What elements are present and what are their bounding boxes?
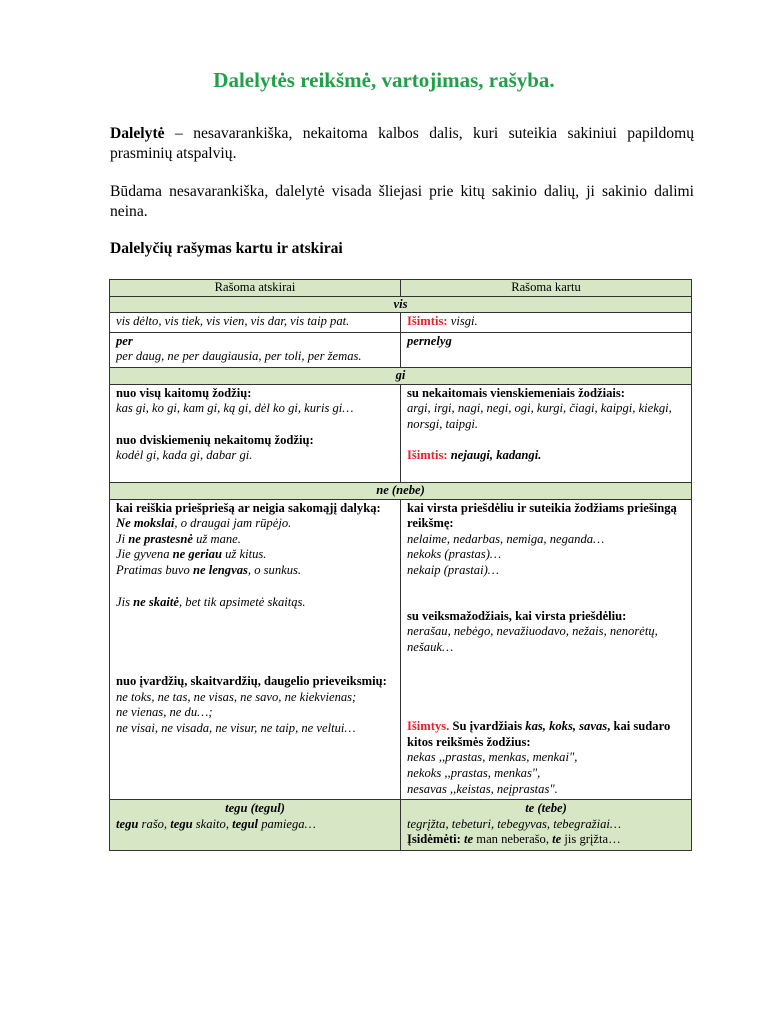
rule-heading: su nekaitomais vienskiemeniais žodžiais:	[407, 385, 625, 400]
vis-together-cell	[401, 313, 692, 333]
example-text: jis grįžta…	[561, 832, 621, 847]
example-emphasis: ne prastesnė	[128, 531, 193, 546]
section-label-tegu: tegu (tegul)	[225, 801, 285, 816]
per-label: per	[116, 333, 133, 348]
remember-line	[407, 832, 685, 848]
page-title: Dalelytės reikšmė, vartojimas, rašyba.	[213, 68, 555, 92]
example-emphasis: ne lengvas	[192, 562, 248, 577]
spacer	[407, 432, 685, 448]
spacer	[116, 464, 394, 480]
example-text: pamiega…	[258, 816, 316, 831]
example-line	[116, 817, 394, 833]
table-row	[110, 384, 692, 482]
example-emphasis: tegu	[116, 816, 139, 831]
rule-examples: argi, irgi, nagi, negi, ogi, kurgi, čiagi, kaipgi, kiekgi, norsgi, taipgi.	[407, 401, 672, 431]
te-cell	[401, 800, 692, 851]
exception-heading	[407, 719, 685, 750]
gi-separate-cell	[110, 384, 401, 482]
rule-examples: ne visai, ne visada, ne visur, ne taip, ne veltui…	[116, 720, 356, 735]
per-together-cell	[401, 332, 692, 367]
ne-together-cell	[401, 499, 692, 800]
per-separate-cell	[110, 332, 401, 367]
example-text: Jis	[116, 594, 134, 609]
pernelyg-label: pernelyg	[407, 333, 452, 348]
example-emphasis: te	[460, 832, 474, 847]
definition-term: Dalelytė	[110, 125, 165, 142]
example-line	[116, 516, 394, 532]
gi-together-cell	[401, 384, 692, 482]
description-paragraph: Būdama nesavarankiška, dalelytė visada šliejasi prie kitų sakinio dalių, ji sakinio dalimi neina.	[110, 183, 694, 220]
example-text: Jie gyvena	[116, 547, 173, 562]
example-emphasis: ne skaitė	[133, 594, 179, 609]
spacer	[116, 610, 394, 674]
rule-heading: su veiksmažodžiais, kai virsta priešdėliu:	[407, 608, 627, 623]
rule-block	[116, 674, 394, 705]
rule-heading: nuo visų kaitomų žodžių:	[116, 385, 252, 400]
rule-heading: nuo dviskiemenių nekaitomų žodžių:	[116, 432, 314, 447]
table-row	[110, 313, 692, 333]
example-text: už mane.	[192, 531, 241, 546]
rule-heading: kai virsta priešdėliu ir suteikia žodžiams priešingą reikšmę:	[407, 500, 677, 531]
rule-examples: nekoks ,,prastas, menkas",	[407, 766, 541, 781]
rule-heading: kai reiškia priešpriešą ar neigia sakomąjį dalyką:	[116, 500, 381, 515]
section-label-te: te (tebe)	[525, 801, 567, 816]
spacer	[407, 655, 685, 719]
table-row	[110, 499, 692, 800]
column-header-together: Rašoma kartu	[401, 280, 692, 297]
table-row	[110, 332, 692, 367]
example-emphasis: Ne mokslai	[116, 516, 175, 531]
rule-examples: kas gi, ko gi, kam gi, ką gi, dėl ko gi, kuris gi…	[116, 401, 354, 416]
exception-text: nejaugi, kadangi.	[447, 448, 542, 463]
ne-separate-cell	[110, 499, 401, 800]
example-text: Pratimas buvo	[116, 562, 193, 577]
example-text: , o sunkus.	[247, 562, 302, 577]
rule-examples: kodėl gi, kada gi, dabar gi.	[116, 448, 253, 463]
exception-text: , kai sudaro kitos reikšmės žodžius:	[407, 719, 671, 749]
section-heading: Dalelyčių rašymas kartu ir atskirai	[110, 240, 343, 257]
example-text: , bet tik apsimetė skaitąs.	[178, 594, 306, 609]
rule-heading: nuo įvardžių, skaitvardžių, daugelio prieveiksmių:	[116, 674, 387, 689]
exception-line	[407, 448, 685, 464]
rule-examples: ne vienas, ne du…;	[116, 705, 213, 720]
exception-text: Su įvardžiais	[449, 719, 526, 734]
section-row-vis	[110, 296, 692, 313]
example-line	[116, 547, 394, 563]
example-line	[116, 532, 394, 548]
example-emphasis: te	[552, 832, 562, 847]
example-emphasis: tegul	[232, 816, 259, 831]
example-text: , o draugai jam rūpėjo.	[174, 516, 292, 531]
definition-text: – nesavarankiška, nekaitoma kalbos dalis, kuri suteikia sakiniui papildomų prasminių atspalvių.	[110, 125, 694, 162]
vis-separate-cell: vis dėlto, vis tiek, vis vien, vis dar, vis taip pat.	[110, 313, 401, 333]
example-text: man neberašo,	[473, 832, 553, 847]
rule-examples: nekas ,,prastas, menkas, menkai",	[407, 750, 578, 765]
section-label-vis: vis	[110, 296, 692, 313]
example-line	[116, 563, 394, 579]
rule-examples: nekoks (prastas)…	[407, 547, 502, 562]
per-examples: per daug, ne per daugiausia, per toli, per žemas.	[116, 349, 362, 364]
rule-examples: ne toks, ne tas, ne visas, ne savo, ne kiekvienas;	[116, 689, 357, 704]
rule-examples: nekaip (prastai)…	[407, 562, 499, 577]
table-header-row	[110, 280, 692, 297]
exception-words: kas, koks, savas	[525, 719, 608, 734]
example-text: už kitus.	[221, 547, 267, 562]
exception-label: Išimtys.	[407, 719, 450, 734]
tegu-cell	[110, 800, 401, 851]
section-label-gi: gi	[110, 367, 692, 384]
spacer	[407, 579, 685, 609]
rule-examples: nesavas ,,keistas, neįprastas".	[407, 781, 558, 796]
remember-label: Įsidėmėti:	[407, 832, 461, 847]
table-row	[110, 800, 692, 851]
example-text: skaito,	[192, 816, 233, 831]
example-text: rašo,	[138, 816, 171, 831]
example-line	[116, 595, 394, 611]
rule-examples: nelaime, nedarbas, nemiga, neganda…	[407, 531, 605, 546]
exception-label: Išimtis:	[407, 314, 448, 329]
column-header-separate: Rašoma atskirai	[110, 280, 401, 297]
section-label-ne: ne (nebe)	[110, 482, 692, 499]
section-row-ne	[110, 482, 692, 499]
example-emphasis: tegu	[170, 816, 193, 831]
exception-text: visgi.	[447, 314, 478, 329]
rule-examples: tegrįžta, tebeturi, tebegyvas, tebegražiai…	[407, 816, 622, 831]
spacer	[116, 579, 394, 595]
definition-paragraph	[110, 124, 694, 164]
spelling-table	[109, 279, 692, 851]
spacer	[116, 417, 394, 433]
example-text: Ji	[116, 531, 129, 546]
section-row-gi	[110, 367, 692, 384]
example-emphasis: ne geriau	[172, 547, 222, 562]
rule-examples: nerašau, nebėgo, nevažiuodavo, nežais, nenorėtų, nešauk…	[407, 624, 658, 654]
exception-label: Išimtis:	[407, 448, 448, 463]
